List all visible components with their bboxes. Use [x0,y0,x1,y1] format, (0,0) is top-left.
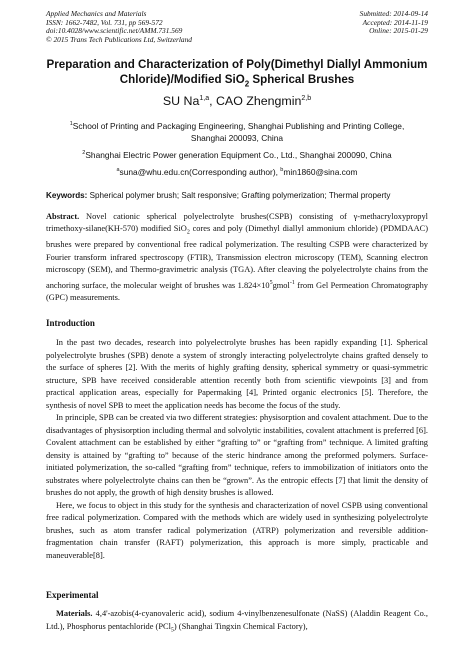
author-2: CAO Zhengmin [215,94,302,108]
email-a: suna@whu.edu.cn(Corresponding author), [119,167,281,177]
paper-title [40,57,434,91]
journal-header-right [360,10,428,36]
keywords [46,190,428,201]
author-1: SU Na [162,94,200,108]
accepted-date: Accepted: 2014-11-19 [362,17,428,27]
journal-issn: ISSN: 1662-7482, Vol. 731, pp 569-572 [46,17,163,27]
intro-paragraph-2: In principle, SPB can be created via two different strategies: physisorption and covalent attachment. Due to the disadvantages of physisorption including thermal and solvolytic instabilities, covalent attachment is preferred [6]. Covalent attachment can be established by either “grafting to” or “grafting from” technique. A limited grafting density is attained by “grafting to” because of the steric hindrance among the preformed polymers. Surface-initiated polymerization, the so-called “grafting from” technique, refers to immobilization of initiators onto the substrates where polyelectrolyte chains can then be “grown”. As the entropic effects [7] that limit the density of brushes do not apply, the growth of high density brushes is allowed. [46,413,428,497]
author-emails: $^a$suna@whu.edu.cn(Corresponding author), $^b$min1860@sina.com [116,167,358,177]
keywords-text: Spherical polymer brush; Salt responsive; Grafting polymerization; Thermal property [87,191,391,200]
author-list: SU Na$^{1,a}$, CAO Zhengmin$^{2,b}$ [162,94,312,108]
materials-paragraph: Materials. 4,4'-azobis(4-cyanovaleric acid), sodium 4-vinylbenzenesulfonate (NaSS) (Aladdin Reagent Co., Ltd.), Phosphorus pentachloride (PCl$_5$) (Shanghai Tingxin Chemical Factory), [46,609,428,634]
experimental-body [46,608,428,637]
introduction-body [46,337,428,562]
intro-paragraph-1: In the past two decades, research into polyelectrolyte brushes has been rapidly expanding [1]. Spherical polyelectrolyte brushes (SPB) denote a system of strongly interacting polyelectrolyte chains grafted densely to the surface of spheres [2]. With the merits of highly grafting density, spherical symmetry or quasi-symmetric structure, SPB have received considerable attention recently both from scientific viewpoints [3] and from practical application areas, especially for Papermaking [4], Printed organic electronics [5]. Therefore, the synthesis of novel SPB to meet the application needs has become the focus of the study. [46,338,428,410]
journal-header-left [46,10,192,44]
title-line-2: Chloride)/Modified SiO$_2$ Spherical Brushes [119,73,355,89]
intro-paragraph-3: Here, we focus to object in this study for the synthesis and characterization of novel CSPB using conventional free radical polymerization. Compared with the methods which are widely used in synthesizing polyelectrolyte brushes, such as atom transfer radical polymerization (ATRP) polymerization and reversible addition-fragmentation chain transfer (RAFT) polymerization, this approach is more simply, practicable and maneuverable[8]. [46,500,428,560]
email-b: min1860@sina.com [283,167,358,177]
affiliation-2: $^2$Shanghai Electric Power generation Equipment Co., Ltd., Shanghai 200090, China [82,150,392,160]
title-line-1: Preparation and Characterization of Poly(Dimethyl Diallyl Ammonium [46,58,428,71]
online-date: Online: 2015-01-29 [369,26,428,36]
journal-doi: doi:10.4028/www.scientific.net/AMM.731.569 [46,26,183,36]
abstract-label: Abstract. [46,212,80,221]
journal-name: Applied Mechanics and Materials [46,9,147,18]
affiliation-1: $^1$School of Printing and Packaging Engineering, Shanghai Publishing and Printing College, Shanghai 200093, China [69,121,405,143]
journal-copyright: © 2015 Trans Tech Publications Ltd, Switzerland [46,34,192,44]
section-heading-introduction: Introduction [46,318,95,328]
abstract: Abstract. Novel cationic spherical polyelectrolyte brushes(CSPB) consisting of γ-methacryloxypropyl trimethoxy-silane(KH-570) modified SiO$_2$ cores and poly (Dimethyl diallyl ammonium chloride) (PDMDAAC) brushes were prepared by conventional free radical polymerization. The resulting CSPB were characterized by Fourier transform infrared spectroscopy (FTIR), Transmission electron microscopy (TEM), Scanning electron microscopy (SEM), and Thermo-gravimetric analysis (TGA). After cleaving the polyelectrolyte chains from the anchoring surface, the molecular weight of brushes was $1.824\times 10^5gmol^{-1}$ from Gel Permeation Chromatography (GPC) measurements. [46,212,428,302]
section-heading-experimental: Experimental [46,590,99,600]
submitted-date: Submitted: 2014-09-14 [359,9,428,18]
keywords-label: Keywords: [46,191,88,200]
